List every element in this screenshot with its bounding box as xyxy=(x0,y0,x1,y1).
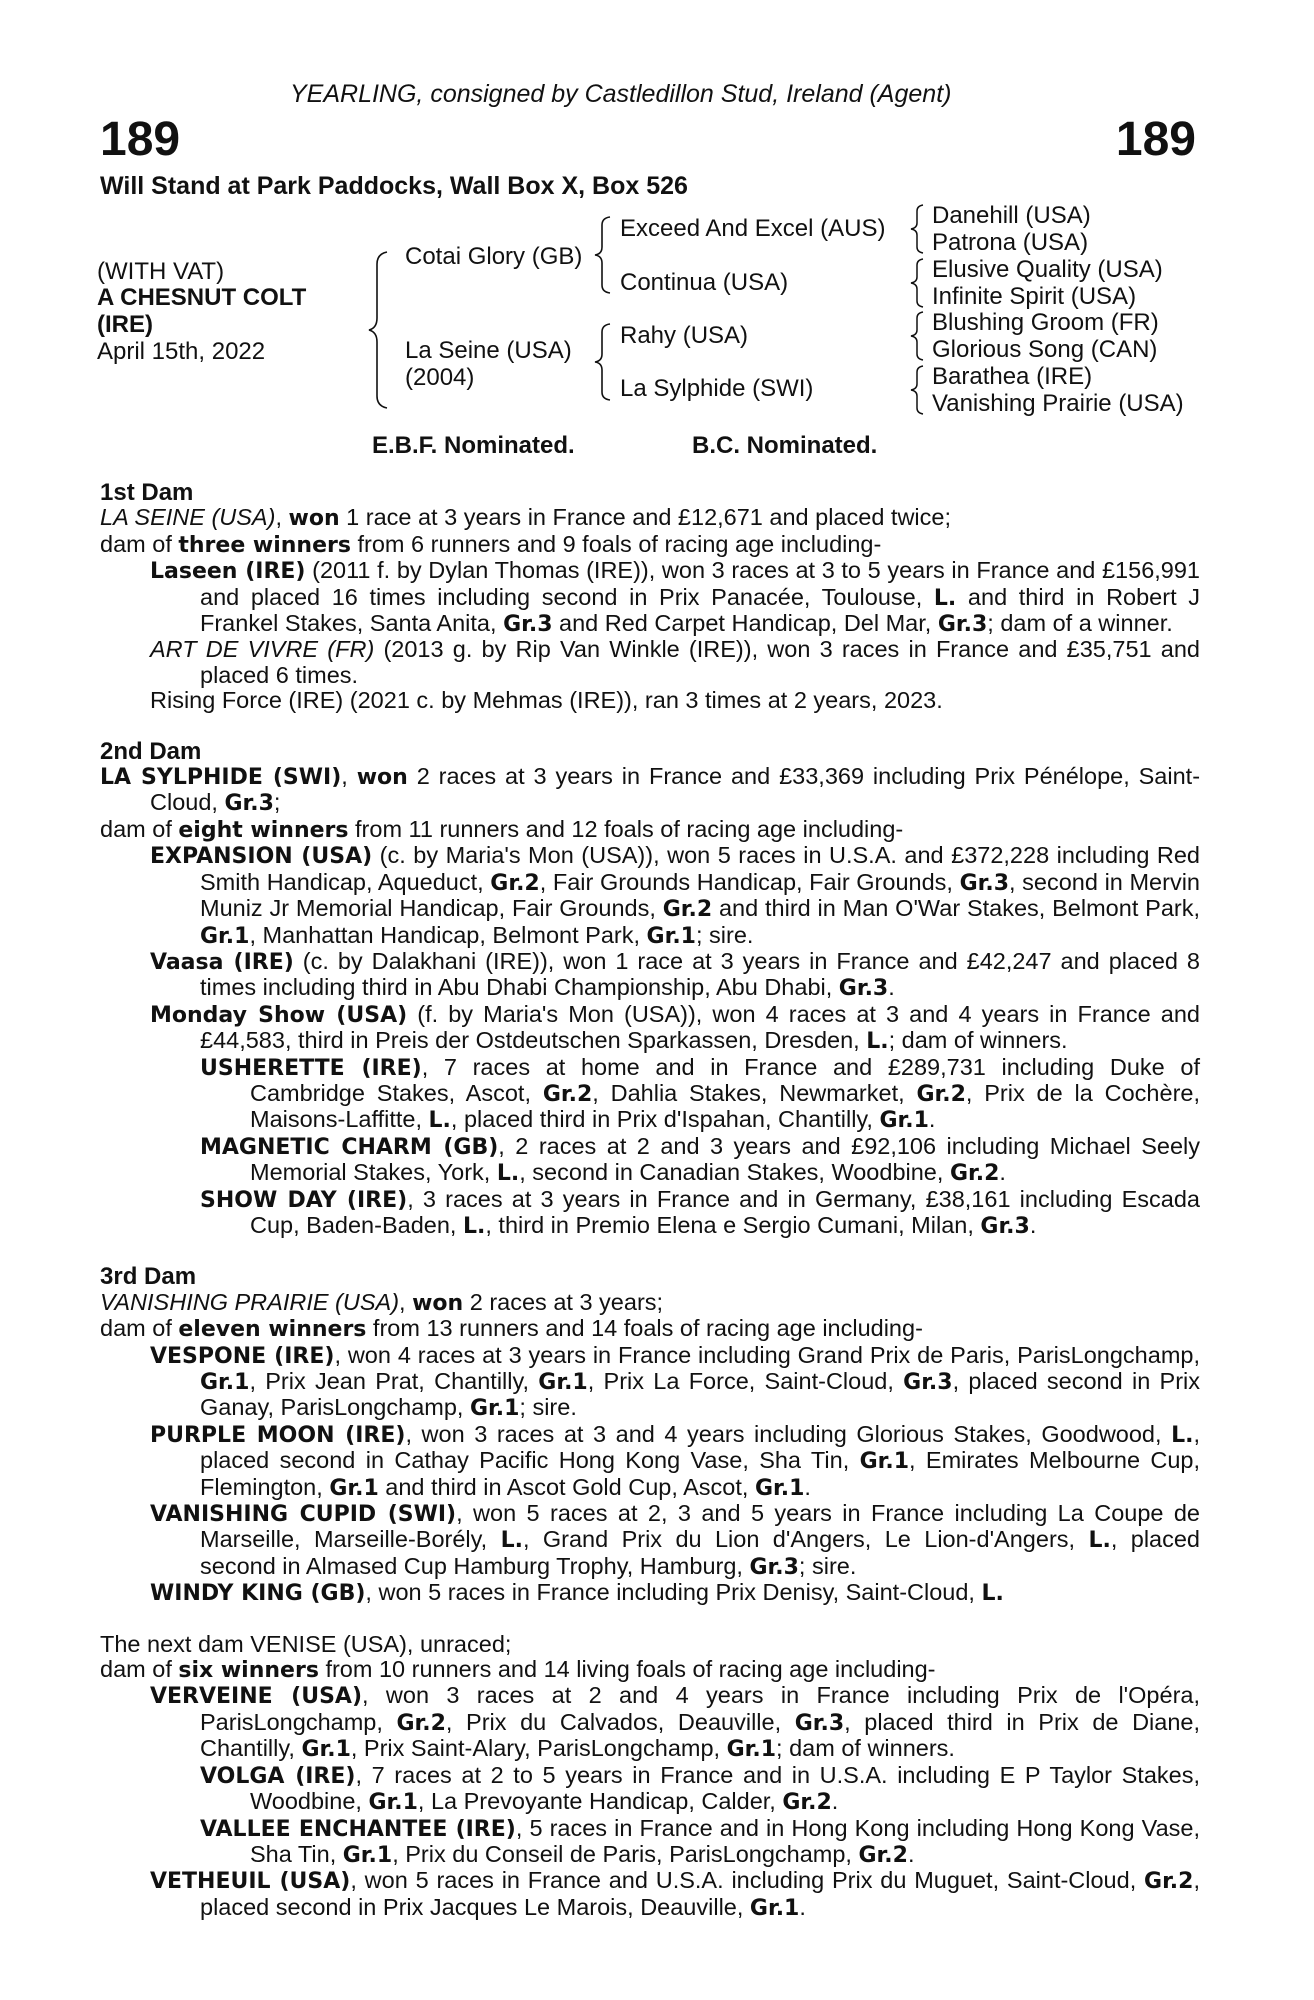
dam-name: La Seine (USA) xyxy=(405,337,572,364)
dam-intro: The next dam VENISE (USA), unraced; xyxy=(100,1630,512,1657)
dam-intro: VANISHING PRAIRIE (USA), won 2 races at 3 years; xyxy=(100,1288,664,1316)
produce-entry: Monday Show (USA) (f. by Maria's Mon (USA)), won 4 races at 3 and 4 years in France and £44,583, third in Preis der Ostdeutschen Sparkassen, Dresden, L.; dam of winners. xyxy=(150,1000,1200,1055)
stand-location: Will Stand at Park Paddocks, Wall Box X, Box 526 xyxy=(100,172,688,200)
sire-sire: Exceed And Excel (AUS) xyxy=(620,215,886,242)
gg-sdd: Infinite Spirit (USA) xyxy=(932,283,1137,310)
sire-dam: Continua (USA) xyxy=(620,269,789,296)
produce-entry: EXPANSION (USA) (c. by Maria's Mon (USA)), won 5 races in U.S.A. and £372,228 including Red Smith Handicap, Aqueduct, Gr.2, Fair Grounds Handicap, Fair Grounds, Gr.3, second in Mervin Muniz Jr Memorial Handicap, Fair Grounds, Gr.2 and third in Man O'War Stakes, Belmont Park, Gr.1, Manhattan Handicap, Belmont Park, Gr.1; sire. xyxy=(150,842,1201,949)
produce-entry: WINDY KING (GB), won 5 races in France including Prix Denisy, Saint-Cloud, L. xyxy=(150,1579,1004,1607)
dam-produce-summary: dam of three winners from 6 runners and 9 foals of racing age including- xyxy=(100,530,882,558)
produce-entry: PURPLE MOON (IRE), won 3 races at 3 and 4 years including Glorious Stakes, Goodwood, L., placed second in Cathay Pacific Hong Kong Vase, Sha Tin, Gr.1, Emirates Melbourne Cup, Flemington, Gr.1 and third in Ascot Gold Cup, Ascot, Gr.1. xyxy=(150,1420,1201,1501)
first-dam-section xyxy=(100,480,1200,714)
grand-produce-entry: MAGNETIC CHARM (GB), 2 races at 2 and 3 years and £92,106 including Michael Seely Memorial Stakes, York, L., second in Canadian Stakes, Woodbine, Gr.2. xyxy=(200,1132,1200,1187)
ds-brace xyxy=(905,310,927,362)
section-title: 2nd Dam xyxy=(100,737,202,765)
horse-name-country: (IRE) xyxy=(97,311,153,338)
produce-entry: VETHEUIL (USA), won 5 races in France and U.S.A. including Prix du Muguet, Saint-Cloud, Gr.2, placed second in Prix Jacques Le Marois, Deauville, Gr.1. xyxy=(150,1867,1200,1921)
horse-name: A CHESNUT COLT xyxy=(97,284,307,311)
produce-entry: VESPONE (IRE), won 4 races at 3 years in France including Grand Prix de Paris, ParisLongchamp, Gr.1, Prix Jean Prat, Chantilly, Gr.1, Prix La Force, Saint-Cloud, Gr.3, placed second in Prix Ganay, ParisLongchamp, Gr.1; sire. xyxy=(150,1341,1201,1422)
grand-produce-entry: USHERETTE (IRE), 7 races at home and in France and £289,731 including Duke of Cambridge Stakes, Ascot, Gr.2, Dahlia Stakes, Newmarket, Gr.2, Prix de la Cochère, Maisons-Laffitte, L., placed third in Prix d'Ispahan, Chantilly, Gr.1. xyxy=(200,1053,1200,1134)
sd-brace xyxy=(905,257,927,309)
dd-brace xyxy=(905,364,927,416)
produce-entry: Rising Force (IRE) (2021 c. by Mehmas (IRE)), ran 3 times at 2 years, 2023. xyxy=(150,687,943,714)
dam-produce-summary: dam of eight winners from 11 runners and 12 foals of racing age including- xyxy=(100,815,904,843)
dam-brace xyxy=(590,322,614,402)
second-dam-section xyxy=(100,739,1200,1240)
third-dam-section xyxy=(100,1264,1200,1606)
gg-ddd: Vanishing Prairie (USA) xyxy=(932,390,1184,417)
lot-number-left: 189 xyxy=(100,113,181,166)
lot-number-right: 189 xyxy=(1115,113,1196,166)
dam-dam: La Sylphide (SWI) xyxy=(620,375,814,402)
main-brace xyxy=(365,250,395,410)
produce-entry: Vaasa (IRE) (c. by Dalakhani (IRE)), won 1 race at 3 years in France and £42,247 and placed 8 times including third in Abu Dhabi Championship, Abu Dhabi, Gr.3. xyxy=(150,947,1201,1002)
gg-ssd: Patrona (USA) xyxy=(932,229,1089,256)
dam-produce-summary: dam of six winners from 10 runners and 14 living foals of racing age including- xyxy=(100,1656,936,1684)
pedigree-chart xyxy=(0,0,1314,470)
grand-produce-entry: VOLGA (IRE), 7 races at 2 to 5 years in France and in U.S.A. including E P Taylor Stakes, Woodbine, Gr.1, La Prevoyante Handicap, Calder, Gr.2. xyxy=(200,1761,1201,1816)
produce-entry: VANISHING CUPID (SWI), won 5 races at 2, 3 and 5 years in France including La Coupe de Marseille, Marseille-Borély, L., Grand Prix du Lion d'Angers, Le Lion-d'Angers, L., placed second in Almased Cup Hamburg Trophy, Hamburg, Gr.3; sire. xyxy=(150,1500,1201,1580)
sire-brace xyxy=(590,215,614,295)
dam-produce-summary: dam of eleven winners from 13 runners and 14 foals of racing age including- xyxy=(100,1315,923,1343)
foaling-date: April 15th, 2022 xyxy=(97,338,266,365)
bc-nomination: B.C. Nominated. xyxy=(692,432,878,459)
dam-year: (2004) xyxy=(405,364,475,391)
gg-dss: Blushing Groom (FR) xyxy=(932,309,1159,336)
dam-intro: LA SYLPHIDE (SWI), won 2 races at 3 years in France and £33,369 including Prix Pénélope, Saint-Cloud, Gr.3; xyxy=(100,763,1201,817)
gg-sds: Elusive Quality (USA) xyxy=(932,256,1163,283)
ss-brace xyxy=(905,203,927,255)
next-dam-section xyxy=(100,1632,1200,1921)
gg-dds: Barathea (IRE) xyxy=(932,363,1093,390)
produce-entry: Laseen (IRE) (2011 f. by Dylan Thomas (IRE)), won 3 races at 3 to 5 years in France and £156,991 and placed 16 times including second in Prix Panacée, Toulouse, L. and third in Robert J Frankel Stakes, Santa Anita, Gr.3 and Red Carpet Handicap, Del Mar, Gr.3; dam of a winner. xyxy=(150,557,1200,638)
sire-name: Cotai Glory (GB) xyxy=(405,243,583,270)
produce-entry: VERVEINE (USA), won 3 races at 2 and 4 years in France including Prix de l'Opéra, ParisLongchamp, Gr.2, Prix du Calvados, Deauville, Gr.3, placed third in Prix de Diane, Chantilly, Gr.1, Prix Saint-Alary, ParisLongchamp, Gr.1; dam of winners. xyxy=(150,1682,1200,1763)
ebf-nomination: E.B.F. Nominated. xyxy=(372,432,575,459)
grand-produce-entry: VALLEE ENCHANTEE (IRE), 5 races in France and in Hong Kong including Hong Kong Vase, Sha Tin, Gr.1, Prix du Conseil de Paris, ParisLongchamp, Gr.2. xyxy=(200,1814,1200,1868)
dam-intro: LA SEINE (USA), won 1 race at 3 years in France and £12,671 and placed twice; xyxy=(100,504,951,532)
gg-sss: Danehill (USA) xyxy=(932,202,1091,229)
produce-entry: ART DE VIVRE (FR) (2013 g. by Rip Van Winkle (IRE)), won 3 races in France and £35,751 and placed 6 times. xyxy=(150,636,1201,688)
section-title: 3rd Dam xyxy=(100,1263,197,1291)
vat-label: (WITH VAT) xyxy=(97,258,225,285)
dam-sire: Rahy (USA) xyxy=(620,322,749,349)
section-title: 1st Dam xyxy=(100,479,194,506)
consignment-line: YEARLING, consigned by Castledillon Stud, Ireland (Agent) xyxy=(290,80,952,108)
catalogue-body xyxy=(100,480,1200,1921)
grand-produce-entry: SHOW DAY (IRE), 3 races at 3 years in France and in Germany, £38,161 including Escada Cup, Baden-Baden, L., third in Premio Elena e Sergio Cumani, Milan, Gr.3. xyxy=(200,1185,1200,1239)
gg-dsd: Glorious Song (CAN) xyxy=(932,336,1158,363)
